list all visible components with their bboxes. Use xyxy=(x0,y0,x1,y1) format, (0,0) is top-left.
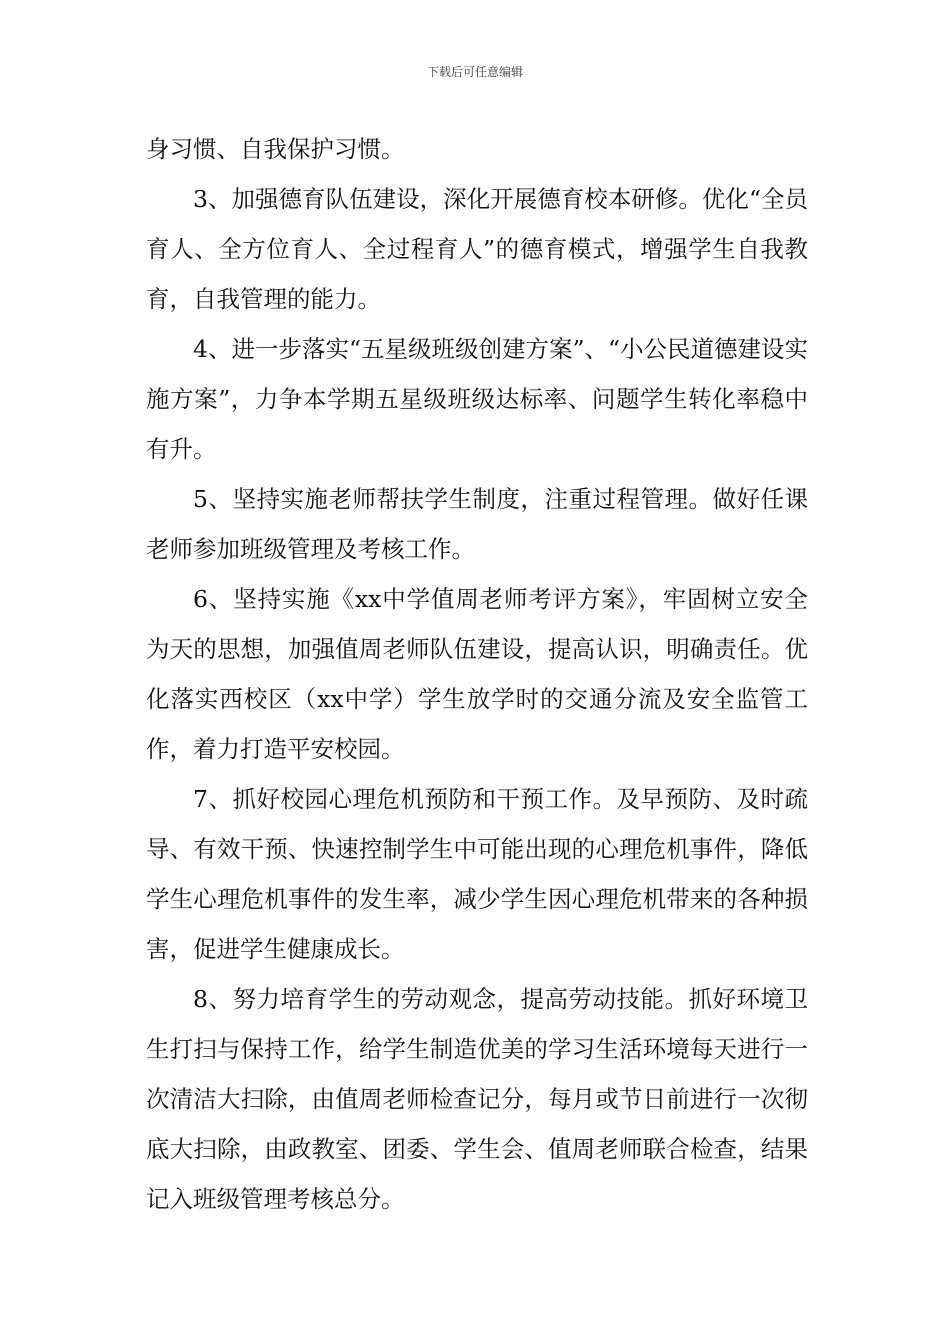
paragraph-item-5: 5、坚持实施老师帮扶学生制度，注重过程管理。做好任课老师参加班级管理及考核工作。 xyxy=(146,485,808,563)
document-body xyxy=(146,124,808,1224)
paragraph-item-3: 3、加强德育队伍建设，深化开展德育校本研修。优化“全员育人、全方位育人、全过程育人”的德育模式，增强学生自我教育，自我管理的能力。 xyxy=(146,185,808,313)
paragraph-item-4: 4、进一步落实“五星级班级创建方案”、“小公民道德建设实施方案”，力争本学期五星级班级达标率、问题学生转化率稳中有升。 xyxy=(146,335,808,463)
page-header-note: 下载后可任意编辑 xyxy=(426,65,523,79)
paragraph-continuation: 身习惯、自我保护习惯。 xyxy=(146,135,405,163)
paragraph-item-8: 8、努力培育学生的劳动观念，提高劳动技能。抓好环境卫生打扫与保持工作，给学生制造优美的学习生活环境每天进行一次清洁大扫除，由值周老师检查记分，每月或节日前进行一次彻底大扫除，由政教室、团委、学生会、值周老师联合检查，结果记入班级管理考核总分。 xyxy=(146,985,808,1213)
paragraph-item-7: 7、抓好校园心理危机预防和干预工作。及早预防、及时疏导、有效干预、快速控制学生中可能出现的心理危机事件，降低学生心理危机事件的发生率，减少学生因心理危机带来的各种损害，促进学生健康成长。 xyxy=(146,785,808,963)
paragraph-item-6: 6、坚持实施《xx中学值周老师考评方案》，牢固树立安全为天的思想，加强值周老师队伍建设，提高认识，明确责任。优化落实西校区（xx中学）学生放学时的交通分流及安全监管工作，着力打造平安校园。 xyxy=(146,585,808,763)
